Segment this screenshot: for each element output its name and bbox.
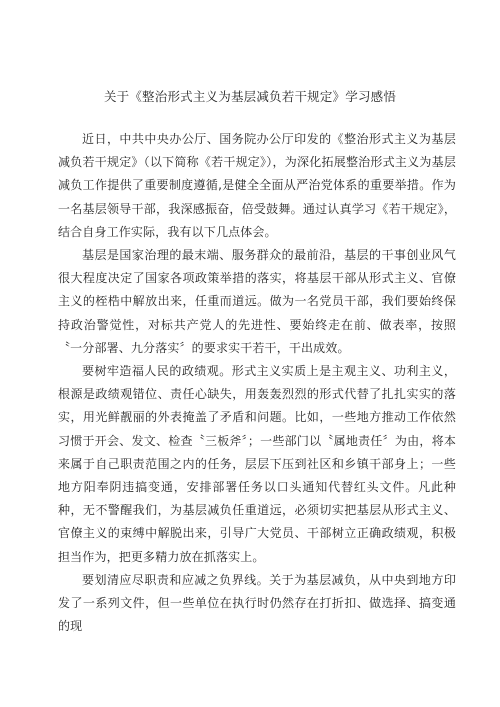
paragraph-responsibility-boundary: 要划清应尽职责和应减之负界线。关于为基层减负，从中央到地方印发了一系列文件，但一些单位在执行时仍然存在打折扣、做选择、搞变通的现 bbox=[58, 572, 456, 634]
paragraph-grassroots: 基层是国家治理的最末端、服务群众的最前沿，基层的干事创业风气很大程度决定了国家各项政策举措的落实，将基层干部从形式主义、官僚主义的桎梏中解放出来，任重而道远。做为一名党员干部，我们要始终保持政治警觉性，对标共产党人的先进性、要始终走在前、做表率，按照〝一分部署、九分落实〞的要求实干若干，干出成效。 bbox=[58, 248, 456, 355]
document-title: 关于《整治形式主义为基层减负若干规定》学习感悟 bbox=[103, 89, 397, 104]
document-body bbox=[58, 128, 456, 638]
paragraph-intro: 近日，中共中央办公厅、国务院办公厅印发的《整治形式主义为基层减负若干规定》（以下简称《若干规定》），为深化拓展整治形式主义为基层减负工作提供了重要制度遵循,是健全全面从严治党体系的重要举措。作为一名基层领导干部，我深感振奋，倍受鼓舞。通过认真学习《若干规定》，结合自身工作实际，我有以下几点体会。 bbox=[58, 132, 456, 239]
paragraph-performance-view: 要树牢造福人民的政绩观。形式主义实质上是主观主义、功利主义，根源是政绩观错位、责任心缺失，用轰轰烈烈的形式代替了扎扎实实的落实，用光鲜靓丽的外表掩盖了矛盾和问题。比如，一些地方推动工作依然习惯于开会、发文、检查〝三板斧〞；一些部门以〝属地责任〞为由，将本来属于自己职责范围之内的任务，层层下压到社区和乡镇干部身上；一些地方阳奉阴违搞变通，安排部署任务以口头通知代替红头文件。凡此种种，无不警醒我们，为基层减负任重道远，必须切实把基层从形式主义、官僚主义的束缚中解脱出来，引导广大党员、干部树立正确政绩观，积极担当作为，把更多精力放在抓落实上。 bbox=[58, 364, 456, 564]
